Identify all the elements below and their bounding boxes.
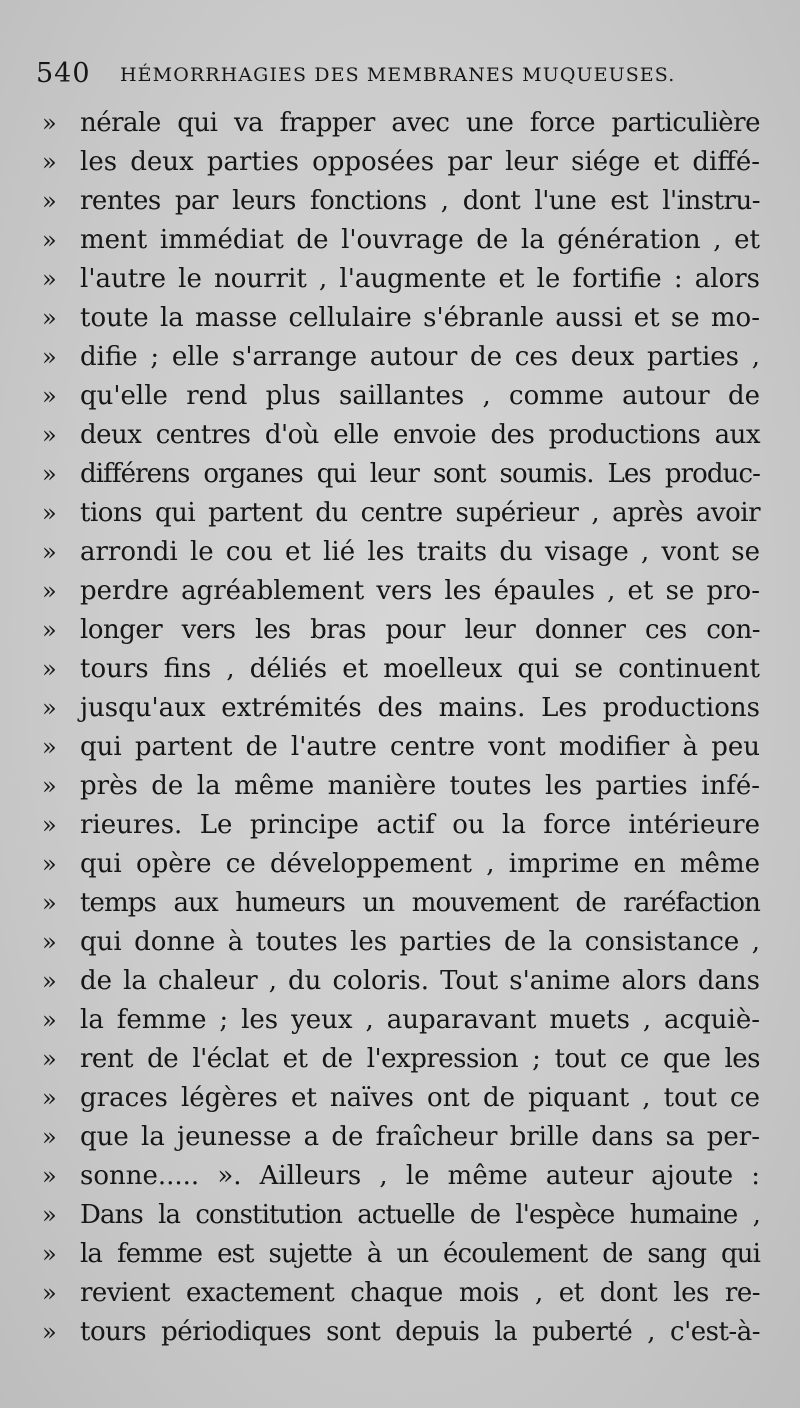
text-line <box>42 1196 762 1235</box>
line-text: tours périodiques sont depuis la puberté , c'est-à- <box>80 1317 760 1347</box>
line-text: tours fins , déliés et moelleux qui se continuent <box>80 654 760 684</box>
quote-mark: » <box>42 577 54 605</box>
quote-mark: » <box>42 733 54 761</box>
line-text: la femme est sujette à un écoulement de sang qui <box>80 1239 760 1269</box>
text-line <box>42 338 762 377</box>
line-text: les deux parties opposées par leur siége et diffé- <box>80 147 760 177</box>
text-line <box>42 1001 762 1040</box>
quote-mark: » <box>42 421 54 449</box>
line-text: sonne..... ». Ailleurs , le même auteur ajoute : <box>80 1161 760 1191</box>
text-line <box>42 650 762 689</box>
text-line <box>42 143 762 182</box>
text-line <box>42 1157 762 1196</box>
text-line <box>42 728 762 767</box>
line-text: toute la masse cellulaire s'ébranle aussi et se mo- <box>80 303 760 333</box>
line-text: la femme ; les yeux , auparavant muets , acquiè- <box>80 1005 760 1035</box>
quote-mark: » <box>42 226 54 254</box>
quote-mark: » <box>42 616 54 644</box>
text-line <box>42 1118 762 1157</box>
text-line <box>42 845 762 884</box>
text-line <box>42 416 762 455</box>
quote-mark: » <box>42 1006 54 1034</box>
quote-mark: » <box>42 1318 54 1346</box>
quote-mark: » <box>42 499 54 527</box>
quote-mark: » <box>42 304 54 332</box>
quote-mark: » <box>42 811 54 839</box>
quote-mark: » <box>42 655 54 683</box>
page-header <box>36 58 776 92</box>
line-text: revient exactement chaque mois , et dont les re- <box>80 1278 760 1308</box>
line-text: longer vers les bras pour leur donner ces con- <box>80 615 760 645</box>
text-line <box>42 1235 762 1274</box>
text-line <box>42 962 762 1001</box>
line-text: qui partent de l'autre centre vont modifier à peu <box>80 732 760 762</box>
quote-mark: » <box>42 187 54 215</box>
quote-mark: » <box>42 889 54 917</box>
line-text: ment immédiat de l'ouvrage de la génération , et <box>80 225 760 255</box>
line-text: perdre agréablement vers les épaules , et se pro- <box>80 576 760 606</box>
line-text: jusqu'aux extrémités des mains. Les productions <box>80 693 760 723</box>
line-text: temps aux humeurs un mouvement de raréfaction <box>80 888 760 918</box>
quote-mark: » <box>42 1045 54 1073</box>
quote-mark: » <box>42 109 54 137</box>
text-line <box>42 884 762 923</box>
text-line <box>42 299 762 338</box>
quote-mark: » <box>42 1123 54 1151</box>
text-line <box>42 689 762 728</box>
text-line <box>42 767 762 806</box>
quote-mark: » <box>42 1162 54 1190</box>
quote-mark: » <box>42 928 54 956</box>
page-number: 540 <box>36 58 91 89</box>
quote-mark: » <box>42 850 54 878</box>
text-line <box>42 806 762 845</box>
quote-mark: » <box>42 772 54 800</box>
quote-mark: » <box>42 1084 54 1112</box>
text-line <box>42 260 762 299</box>
text-line <box>42 455 762 494</box>
quote-mark: » <box>42 265 54 293</box>
quote-mark: » <box>42 1240 54 1268</box>
body-text <box>42 104 762 1352</box>
line-text: différens organes qui leur sont soumis. Les produc- <box>80 459 760 489</box>
text-line <box>42 1079 762 1118</box>
line-text: qui donne à toutes les parties de la consistance , <box>80 927 760 957</box>
text-line <box>42 104 762 143</box>
text-line <box>42 377 762 416</box>
line-text: graces légères et naïves ont de piquant , tout ce <box>80 1083 760 1113</box>
quote-mark: » <box>42 1201 54 1229</box>
line-text: nérale qui va frapper avec une force particulière <box>80 108 760 138</box>
line-text: rieures. Le principe actif ou la force intérieure <box>80 810 760 840</box>
line-text: rent de l'éclat et de l'expression ; tout ce que les <box>80 1044 760 1074</box>
line-text: qu'elle rend plus saillantes , comme autour de <box>80 381 760 411</box>
text-line <box>42 494 762 533</box>
text-line <box>42 1313 762 1352</box>
line-text: l'autre le nourrit , l'augmente et le fortifie : alors <box>80 264 760 294</box>
text-line <box>42 182 762 221</box>
text-line <box>42 221 762 260</box>
quote-mark: » <box>42 967 54 995</box>
line-text: deux centres d'où elle envoie des productions aux <box>80 420 760 450</box>
line-text: tions qui partent du centre supérieur , après avoir <box>80 498 760 528</box>
text-line <box>42 611 762 650</box>
text-line <box>42 1274 762 1313</box>
line-text: près de la même manière toutes les parties infé- <box>80 771 760 801</box>
line-text: rentes par leurs fonctions , dont l'une est l'instru- <box>80 186 760 216</box>
line-text: arrondi le cou et lié les traits du visage , vont se <box>80 537 760 567</box>
text-line <box>42 1040 762 1079</box>
quote-mark: » <box>42 343 54 371</box>
line-text: que la jeunesse a de fraîcheur brille dans sa per- <box>80 1122 760 1152</box>
line-text: de la chaleur , du coloris. Tout s'anime alors dans <box>80 966 760 996</box>
text-line <box>42 923 762 962</box>
quote-mark: » <box>42 382 54 410</box>
quote-mark: » <box>42 538 54 566</box>
quote-mark: » <box>42 694 54 722</box>
quote-mark: » <box>42 1279 54 1307</box>
running-head: HÉMORRHAGIES DES MEMBRANES MUQUEUSES. <box>120 64 676 86</box>
quote-mark: » <box>42 460 54 488</box>
line-text: difie ; elle s'arrange autour de ces deux parties , <box>80 342 760 372</box>
quote-mark: » <box>42 148 54 176</box>
text-line <box>42 533 762 572</box>
line-text: qui opère ce développement , imprime en même <box>80 849 760 879</box>
line-text: Dans la constitution actuelle de l'espèce humaine , <box>80 1200 760 1230</box>
text-line <box>42 572 762 611</box>
